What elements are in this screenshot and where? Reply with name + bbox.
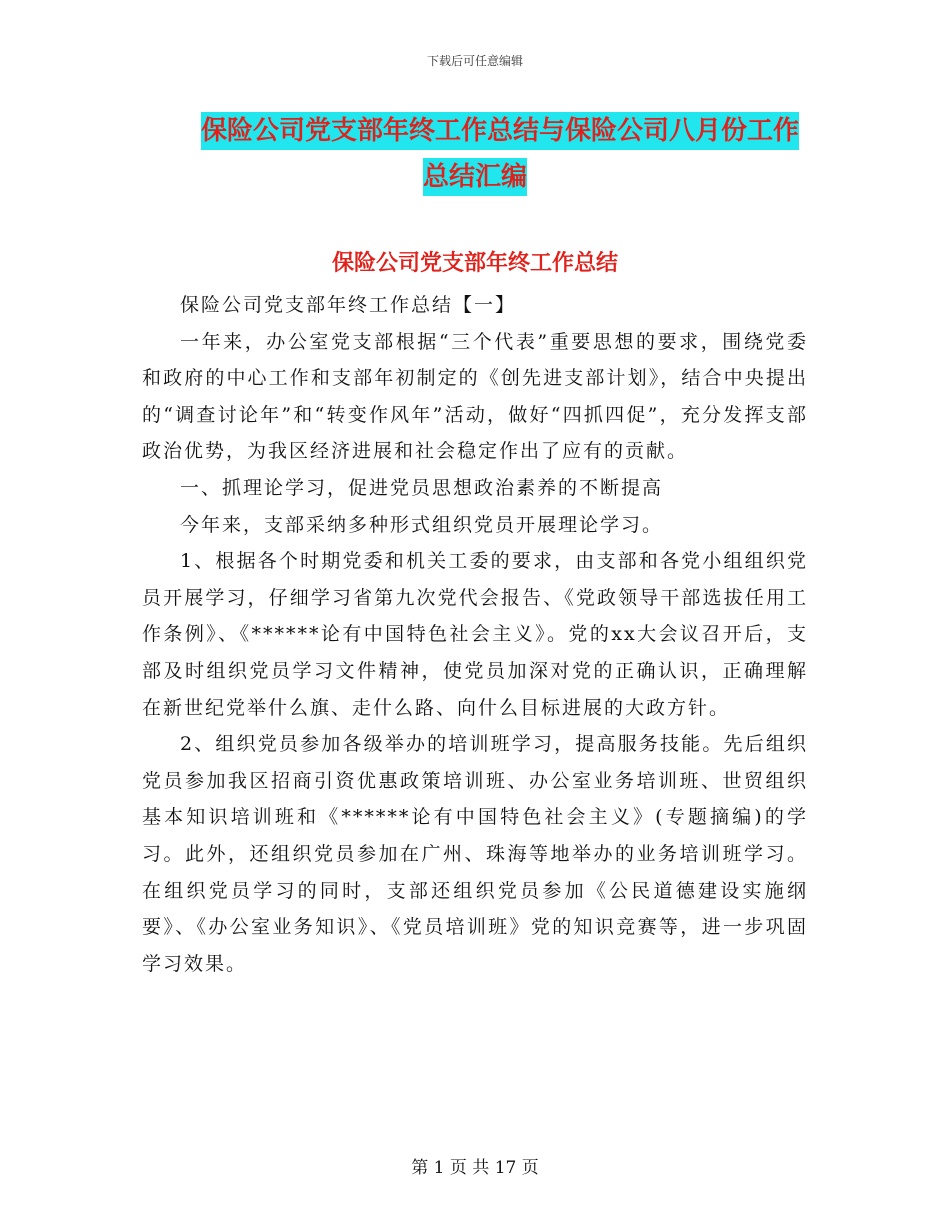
paragraph: 今年来，支部采纳多种形式组织党员开展理论学习。: [180, 513, 664, 536]
section-title: 保险公司党支部年终工作总结: [331, 251, 618, 276]
paragraph: 保险公司党支部年终工作总结【一】: [180, 294, 517, 316]
document-title-text-2: 总结汇编: [423, 158, 527, 196]
document-title-text-1: 保险公司党支部年终工作总结与保险公司八月份工作: [201, 112, 799, 150]
paragraph: 一年来，办公室党支部根据“三个代表”重要思想的要求，围绕党委和政府的中心工作和支部年初制定的《创先进支部计划》，结合中央提出的“调查讨论年”和“转变作风年”活动，做好“四抓四促”，充分发挥支部政治优势，为我区经济进展和社会稳定作出了应有的贡献。: [142, 330, 808, 463]
paragraph: 一、抓理论学习，促进党员思想政治素养的不断提高: [180, 476, 664, 499]
document-title-line-1: [0, 106, 950, 156]
header-note: 下载后可任意编辑: [426, 54, 523, 68]
paragraph: 1、根据各个时期党委和机关工委的要求，由支部和各党小组组织党员开展学习，仔细学习省第九次党代会报告、《党政领导干部选拔任用工作条例》、《******论有中国特色社会主义》。党的xx大会议召开后，支部及时组织党员学习文件精神，使党员加深对党的正确认识，正确理解在新世纪党举什么旗、走什么路、向什么目标进展的大政方针。: [142, 550, 808, 719]
document-title-line-2: [0, 152, 950, 202]
page-footer: 第 1 页 共 17 页: [411, 1158, 539, 1178]
document-body: [142, 287, 808, 982]
paragraph: 2、组织党员参加各级举办的培训班学习，提高服务技能。先后组织党员参加我区招商引资优惠政策培训班、办公室业务培训班、世贸组织基本知识培训班和《******论有中国特色社会主义》(专题摘编)的学习。此外，还组织党员参加在广州、珠海等地举办的业务培训班学习。在组织党员学习的同时，支部还组织党员参加《公民道德建设实施纲要》、《办公室业务知识》、《党员培训班》党的知识竞赛等，进一步巩固学习效果。: [142, 733, 808, 975]
